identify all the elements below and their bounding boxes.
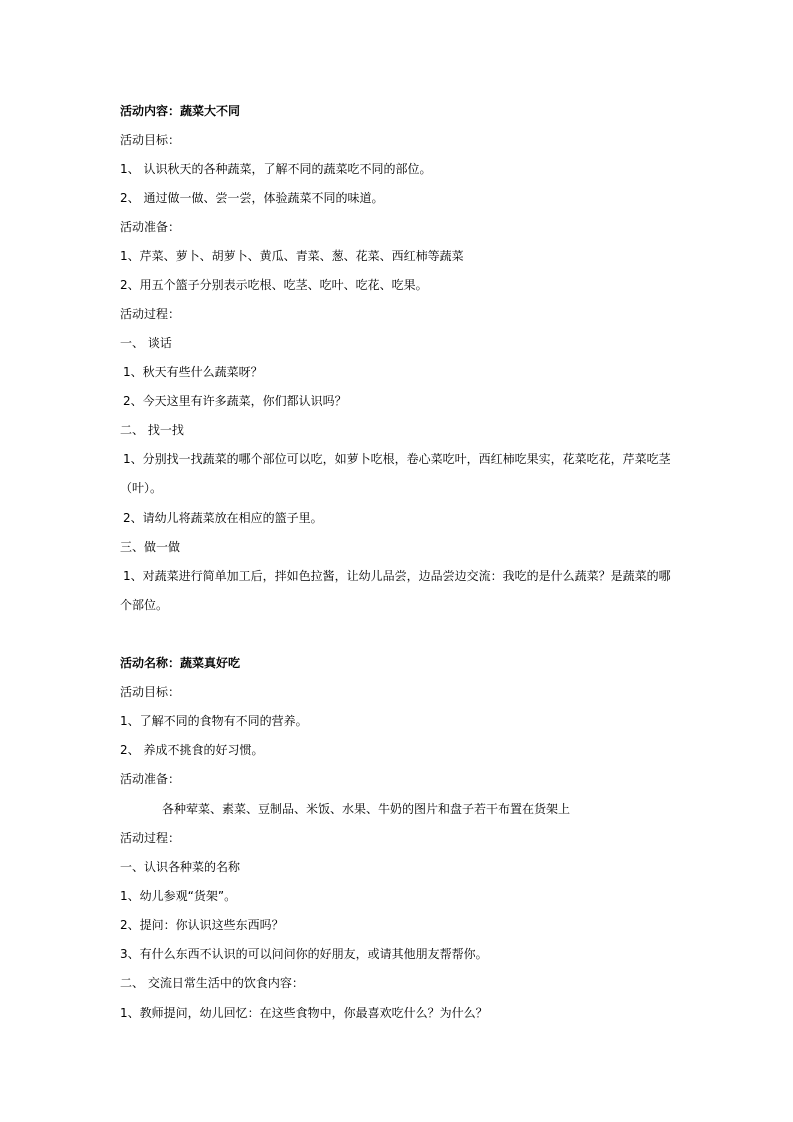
section1-step1-item-1: 1、秋天有些什么蔬菜呀？: [123, 365, 263, 379]
section2-step2-item-1: 1、教师提问，幼儿回忆：在这些食物中，你最喜欢吃什么？为什么？: [120, 1006, 488, 1020]
section2-step1-heading: 一、认识各种菜的名称: [120, 860, 241, 874]
section2-step1-item-2: 2、提问：你认识这些东西吗？: [120, 918, 284, 932]
section2-process-label: 活动过程：: [120, 831, 181, 845]
section1-step3-heading: 三、做一做: [120, 540, 181, 554]
section1-step2-item-1-line-2: （叶）。: [120, 481, 163, 495]
section1-step3-item-1-line-2: 个部位。: [120, 598, 169, 612]
section2-goal-1: 1、了解不同的食物有不同的营养。: [120, 714, 308, 728]
section2-step2-heading: 二、 交流日常生活中的饮食内容：: [120, 976, 304, 990]
section1-step2-item-1-line-1: 1、分别找一找蔬菜的哪个部位可以吃，如萝卜吃根，卷心菜吃叶，西红柿吃果实，花菜吃花，芹菜吃茎: [123, 452, 671, 466]
section2-step1-item-3: 3、有什么东西不认识的可以问问你的好朋友，或请其他朋友帮帮你。: [120, 947, 488, 961]
section1-prep-2: 2、用五个篮子分别表示吃根、吃茎、吃叶、吃花、吃果。: [120, 278, 428, 292]
section1-step3-item-1-line-1: 1、对蔬菜进行简单加工后，拌如色拉酱，让幼儿品尝，边品尝边交流：我吃的是什么蔬菜？是蔬菜的哪: [123, 569, 671, 583]
section2-goal-2: 2、 养成不挑食的好习惯。: [120, 743, 264, 757]
section1-step1-heading: 一、 谈话: [120, 336, 172, 350]
section1-goals-label: 活动目标：: [120, 133, 181, 147]
section2-prep-label: 活动准备：: [120, 772, 181, 786]
section2-step1-item-1: 1、幼儿参观“货架”。: [120, 889, 237, 903]
section1-step2-item-2: 2、请幼儿将蔬菜放在相应的篮子里。: [123, 511, 323, 525]
section2-prep-text: 各种荤菜、素菜、豆制品、米饭、水果、牛奶的图片和盘子若干布置在货架上: [162, 802, 571, 816]
section1-step2-heading: 二、 找一找: [120, 423, 184, 437]
section1-title: 活动内容：蔬菜大不同: [120, 104, 241, 118]
section1-step1-item-2: 2、今天这里有许多蔬菜，你们都认识吗？: [123, 394, 347, 408]
section1-prep-1: 1、芹菜、萝卜、胡萝卜、黄瓜、青菜、葱、花菜、西红柿等蔬菜: [120, 249, 464, 263]
section1-process-label: 活动过程：: [120, 307, 181, 321]
section1-goal-2: 2、 通过做一做、尝一尝，体验蔬菜不同的味道。: [120, 191, 384, 205]
section1-prep-label: 活动准备：: [120, 220, 181, 234]
section1-goal-1: 1、 认识秋天的各种蔬菜，了解不同的蔬菜吃不同的部位。: [120, 162, 432, 176]
section2-title: 活动名称：蔬菜真好吃: [120, 656, 241, 670]
section2-goals-label: 活动目标：: [120, 685, 181, 699]
